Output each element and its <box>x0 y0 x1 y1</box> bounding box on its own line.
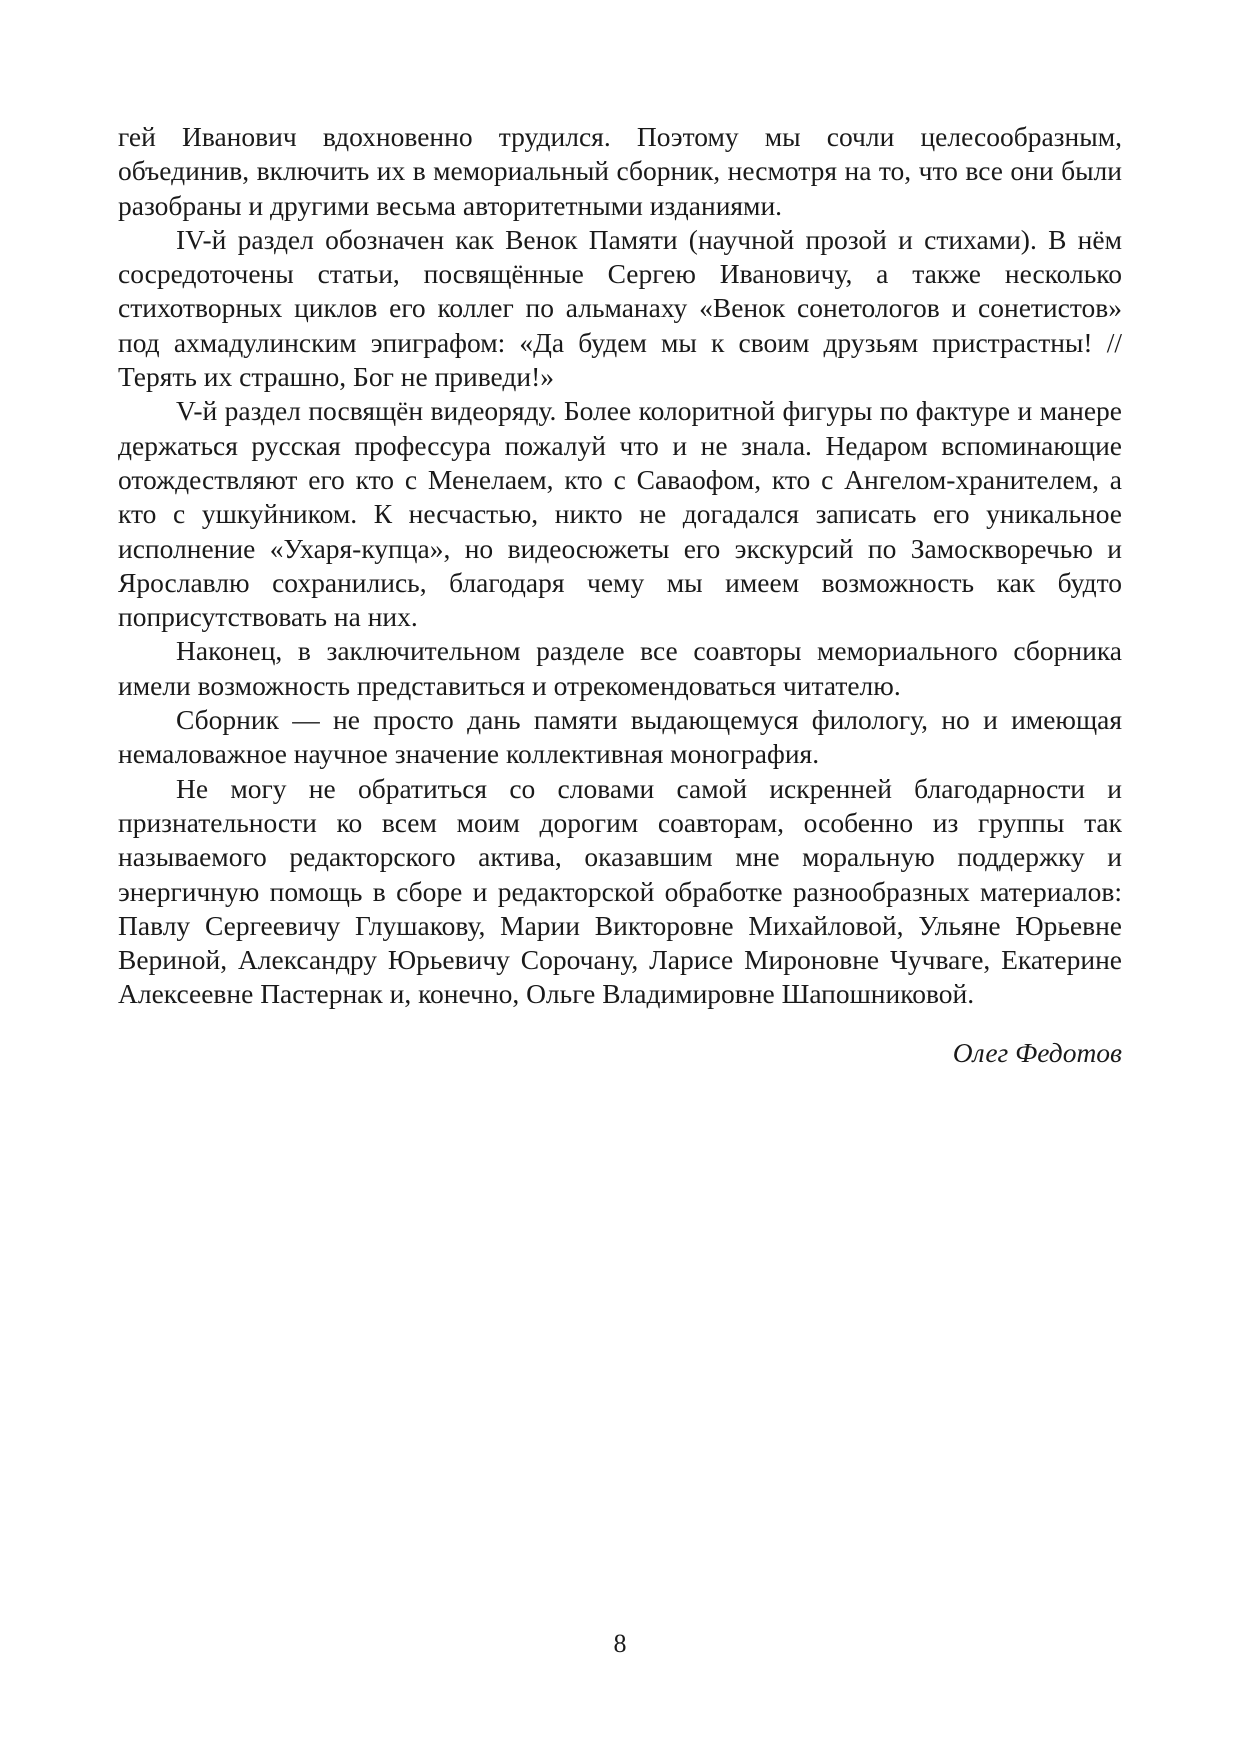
paragraph-acknowledgements: Не могу не обратиться со словами самой искренней благодарности и признательности ко всем моим дорогим соавторам, особенно из группы так называемого редакторского актива, оказавшим мне моральную поддержку и энергичную помощь в сборе и редакторской обработке разнообразных материалов: Павлу Сергеевичу Глушакову, Марии Викторовне Михайловой, Ульяне Юрьевне Вериной, Александру Юрьевичу Сорочану, Ларисе Мироновне Чучваге, Екатерине Алексеевне Пастернак и, конечно, Ольге Владимировне Шапошниковой. <box>118 772 1122 1010</box>
paragraph-collection-summary: Сборник — не просто дань памяти выдающемуся филологу, но и имеющая немаловажное научное значение коллективная монография. <box>118 704 1122 770</box>
paragraph-continuation: гей Иванович вдохновенно трудился. Поэтому мы сочли целесообразным, объединив, включить их в мемориальный сборник, несмотря на то, что все они были разобраны и другими весьма авторитетными изданиями. <box>118 121 1122 221</box>
paragraph-section-v: V-й раздел посвящён видеоряду. Более колоритной фигуры по фактуре и манере держаться русская профессура пожалуй что и не знала. Недаром вспоминающие отождествляют его кто с Менелаем, кто с Саваофом, кто с Ангелом-хранителем, а кто с ушкуйником. К несчастью, никто не догадался записать его уникальное исполнение «Ухаря-купца», но видеосюжеты его экскурсий по Замоскворечью и Ярославлю сохранились, благодаря чему мы имеем возможность как будто поприсутствовать на них. <box>118 395 1122 633</box>
paragraph-section-iv: IV-й раздел обозначен как Венок Памяти (научной прозой и стихами). В нём сосредоточены статьи, посвящённые Сергею Ивановичу, а также несколько стихотворных циклов его коллег по альманаху «Венок сонетологов и сонетистов» под ахмадулинским эпиграфом: «Да будем мы к своим друзьям пристрастны! // Терять их страшно, Бог не приведи!» <box>118 223 1122 393</box>
author-signature: Олег Федотов <box>952 1036 1122 1068</box>
page-number: 8 <box>613 1629 627 1658</box>
page-body <box>118 120 1122 1070</box>
paragraph-final-section: Наконец, в заключительном разделе все соавторы мемориального сборника имели возможность представиться и отрекомендоваться читателю. <box>118 635 1122 701</box>
